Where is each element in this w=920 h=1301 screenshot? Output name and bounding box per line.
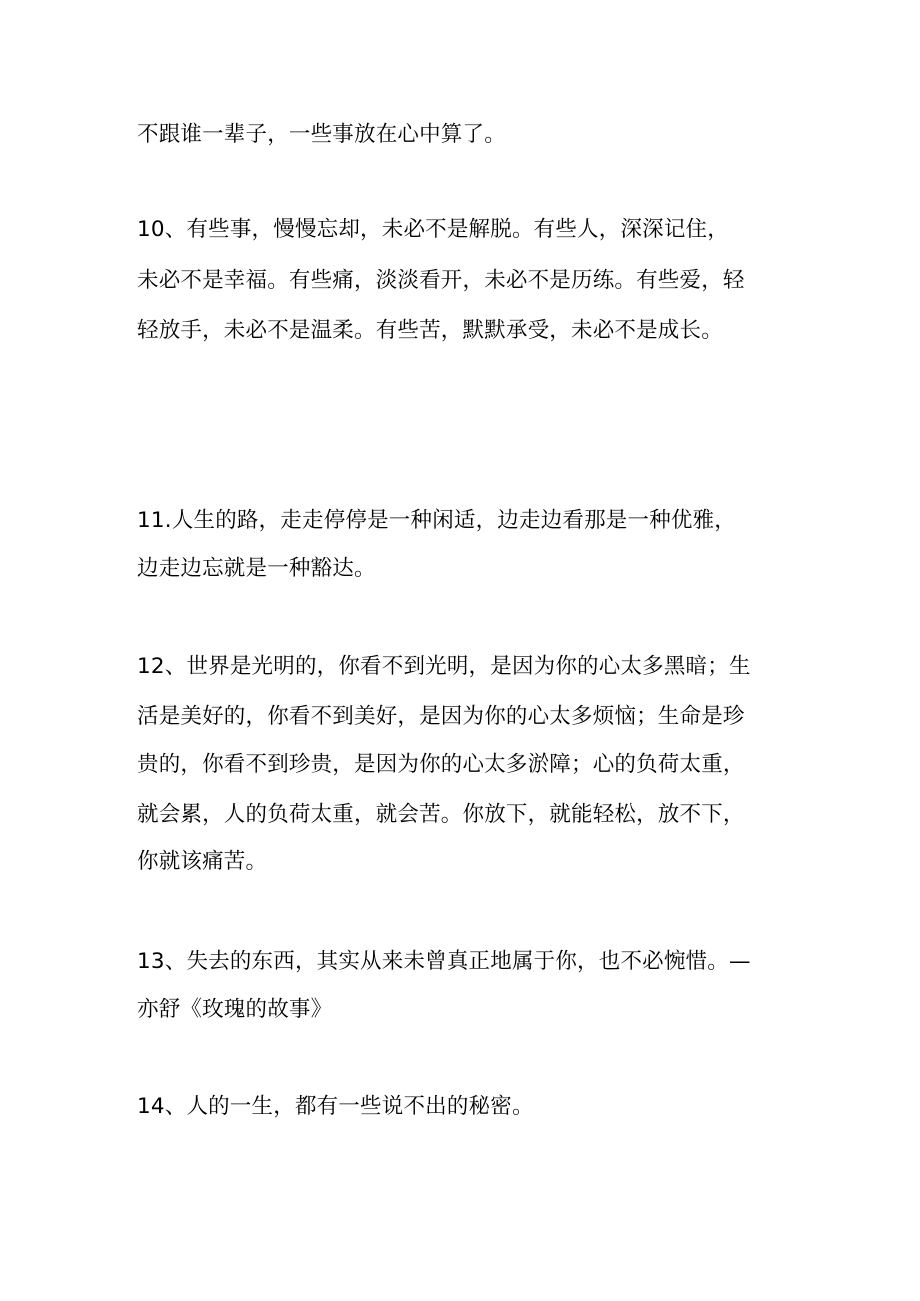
paragraph-line: 亦舒《玫瑰的故事》 — [137, 997, 333, 1022]
paragraph-line: 11.人生的路，走走停停是一种闲适，边走边看那是一种优雅， — [137, 508, 736, 533]
paragraph-line: 活是美好的，你看不到美好，是因为你的心太多烦恼；生命是珍 — [137, 704, 745, 729]
paragraph-line: 13、失去的东西，其实从来未曾真正地属于你，也不必惋惜。— — [137, 949, 751, 974]
paragraph-line: 轻放手，未必不是温柔。有些苦，默默承受，未必不是成长。 — [137, 318, 723, 343]
paragraph-line: 贵的，你看不到珍贵，是因为你的心太多淤障；心的负荷太重， — [137, 752, 745, 777]
paragraph-line: 10、有些事，慢慢忘却，未必不是解脱。有些人，深深记住， — [137, 217, 729, 242]
paragraph-line: 边走边忘就是一种豁达。 — [137, 556, 376, 581]
paragraph-line: 你就该痛苦。 — [137, 849, 268, 874]
paragraph-line: 12、世界是光明的，你看不到光明，是因为你的心太多黑暗；生 — [137, 654, 751, 679]
paragraph-line: 未必不是幸福。有些痛，淡淡看开，未必不是历练。有些爱，轻 — [137, 268, 745, 293]
paragraph-line: 14、人的一生，都有一些说不出的秘密。 — [137, 1094, 534, 1119]
paragraph-line: 就会累，人的负荷太重，就会苦。你放下，就能轻松，放不下， — [137, 802, 745, 827]
paragraph-line: 不跟谁一辈子，一些事放在心中算了。 — [137, 122, 506, 147]
